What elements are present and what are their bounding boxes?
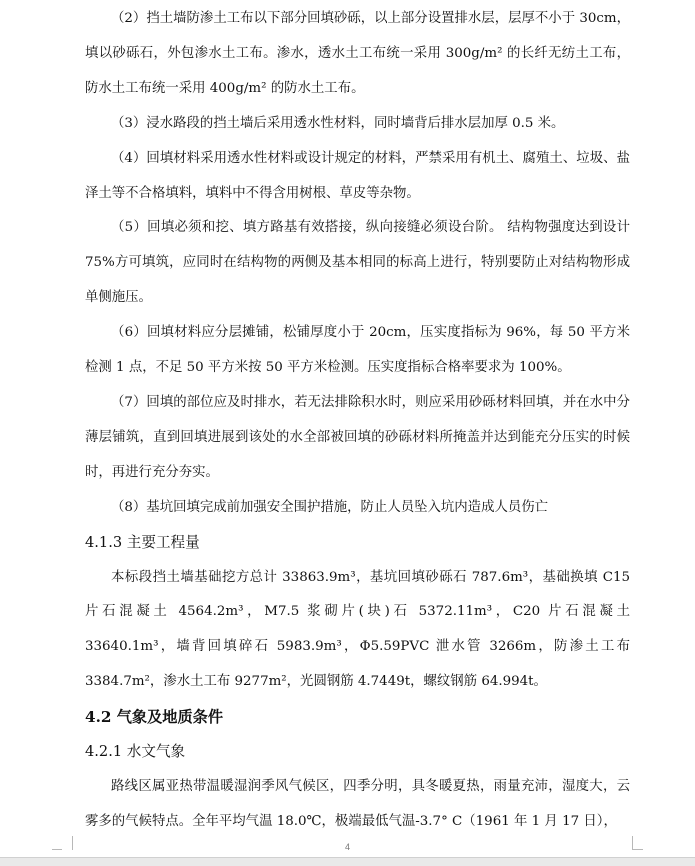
paragraph-item-3: （3）浸水路段的挡土墙后采用透水性材料，同时墙背后排水层加厚 0.5 米。 [111,115,565,131]
paragraph-item-2: （2）挡土墙防渗土工布以下部分回填砂砾，以上部分设置排水层，层厚不小于 30cm，填以砂砾石，外包渗水土工布。渗水，透水土工布统一采用 300g/m² 的长纤无纺土工布，防水土工布统一采用 400g/m² 的防水土工布。 [85,11,630,96]
climate-paragraph: 路线区属亚热带温暖湿润季风气候区，四季分明，具冬暖夏热，雨量充沛，湿度大，云雾多的气候特点。全年平均气温 18.0℃，极端最低气温-3.7° C（1961 年 1 月 17 日）， [85,778,630,829]
page-number: 4 [344,842,350,852]
paragraph-item-5: （5）回填必须和挖、填方路基有效搭接，纵向接缝必须设台阶。 结构物强度达到设计 75%方可填筑，应同时在结构物的两侧及基本相同的标高上进行，特别要防止对结构物形成单侧施压。 [85,220,630,306]
section-heading-4-2: 4.2 气象及地质条件 [85,708,224,727]
document-body [85,2,630,840]
paragraph-item-8: （8）基坑回填完成前加强安全围护措施，防止人员坠入坑内造成人员伤亡 [111,499,549,515]
paragraph-item-6: （6）回填材料应分层摊铺，松铺厚度小于 20cm，压实度指标为 96%，每 50 平方米检测 1 点，不足 50 平方米按 50 平方米检测。压实度指标合格率要求为 100%。 [85,325,630,376]
quantities-paragraph: 本标段挡土墙基础挖方总计 33863.9m³，基坑回填砂砾石 787.6m³，基础换填 C15 片石混凝土 4564.2m³，M7.5 浆砌片(块)石 5372.11m³，C20 片石混凝土 33640.1m³，墙背回填碎石 5983.9m³，Φ5.59PVC 泄水管 3266m，防渗土工布 3384.7m²，渗水土工布 9277m²，光圆钢筋 4.7449t，螺纹钢筋 64.994t。 [85,569,630,690]
paragraph-item-4: （4）回填材料采用透水性材料或设计规定的材料，严禁采用有机土、腐殖土、垃圾、盐泽土等不合格填料，填料中不得含用树根、草皮等杂物。 [85,150,630,201]
paragraph-item-7: （7）回填的部位应及时排水，若无法排除积水时，则应采用砂砾材料回填，并在水中分薄层铺筑，直到回填进展到该处的水全部被回填的砂砾材料所掩盖并达到能充分压实的时候时，再进行充分夯实。 [85,394,630,480]
section-heading-4-1-3: 4.1.3 主要工程量 [85,533,200,551]
section-heading-4-2-1: 4.2.1 水文气象 [85,743,186,761]
